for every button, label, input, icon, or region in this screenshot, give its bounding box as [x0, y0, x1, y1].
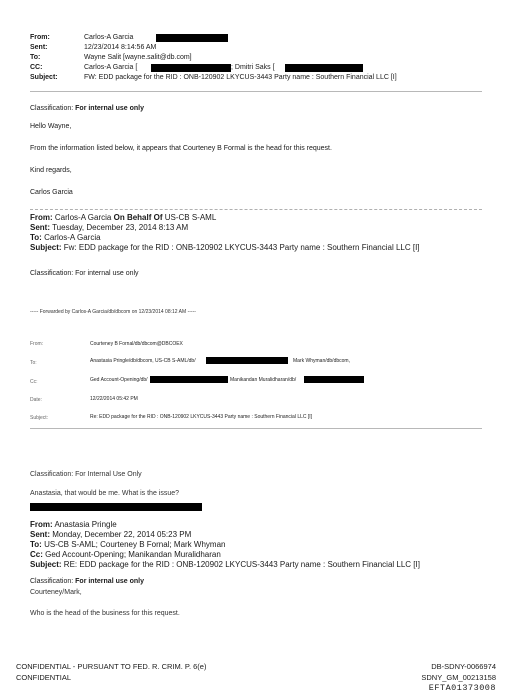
sent-label: Sent:: [30, 223, 50, 232]
date-value: 12/22/2014 05:42 PM: [90, 396, 138, 402]
bates-number-2: SDNY_GM_00213158: [421, 673, 496, 682]
cc-label: Cc:: [30, 550, 43, 559]
to-value-a: Anastasia Pringle/db/dbcom, US-CB S-AML/db/: [90, 358, 196, 364]
to-value: US-CB S-AML; Courteney B Fornal; Mark Whyman: [44, 540, 226, 549]
subject-line: [30, 560, 420, 569]
classification-value: For internal use only: [75, 578, 144, 585]
to-value: Carlos-A Garcia: [44, 233, 101, 242]
closing: Kind regards,: [30, 167, 72, 174]
sent-value: Tuesday, December 23, 2014 8:13 AM: [52, 223, 189, 232]
subject-value: RE: EDD package for the RID : ONB-120902 LKYCUS-3443 Party name : Southern Financial LLC [I]: [63, 560, 420, 569]
on-behalf-label: On Behalf Of: [113, 213, 163, 222]
body-text: Who is the head of the business for this request.: [30, 610, 180, 617]
cc-value-b: ; Dmitri Saks [: [231, 64, 275, 71]
greeting: Hello Wayne,: [30, 123, 72, 130]
cc-line: [30, 550, 221, 559]
sent-line: [30, 223, 188, 232]
cc-label: Cc:: [30, 379, 38, 385]
divider: [30, 428, 482, 429]
efta-number: EFTA01373008: [428, 683, 496, 693]
divider: [30, 91, 482, 92]
from-label: From:: [30, 520, 53, 529]
cc-value-a: Carlos-A Garcia [: [84, 64, 138, 71]
from-label: From:: [30, 34, 50, 41]
cc-label: CC:: [30, 64, 43, 71]
to-label: To:: [30, 54, 41, 61]
sent-line: [30, 530, 191, 539]
cc-value: Ged Account-Opening; Manikandan Muralidharan: [45, 550, 221, 559]
divider: [30, 209, 482, 210]
subject-label: Subject:: [30, 243, 62, 252]
to-value-b: Mark Whyman/db/dbcom,: [293, 358, 350, 364]
redaction-bar: [285, 64, 363, 72]
body-text: Anastasia, that would be me. What is the issue?: [30, 490, 180, 497]
sent-value: Monday, December 22, 2014 05:23 PM: [52, 530, 192, 539]
from-line: [30, 520, 117, 529]
from-value: Carlos-A Garcia: [84, 34, 134, 41]
classification-prefix: Classification:: [30, 105, 74, 112]
redaction-bar: [151, 64, 231, 72]
redaction-bar: [304, 376, 364, 383]
subject-value: Re: EDD package for the RID : ONB-120902 LKYCUS-3443 Party name : Southern Financial LLC [I]: [90, 414, 313, 420]
from-value: Courteney B Fornal/db/dbcom@DBCOEX: [90, 341, 183, 347]
to-label: To:: [30, 540, 42, 549]
from-label: From:: [30, 213, 53, 222]
signature: Carlos Garcia: [30, 189, 73, 196]
bates-number: DB-SDNY-0066974: [431, 662, 496, 671]
classification-line: Classification: For internal use only: [30, 270, 139, 277]
from-label: From:: [30, 341, 44, 347]
redaction-bar: [30, 503, 202, 511]
sent-label: Sent:: [30, 44, 48, 51]
sent-label: Sent:: [30, 530, 50, 539]
subject-value: FW: EDD package for the RID : ONB-120902 LKYCUS-3443 Party name : Southern Financial LLC [I]: [84, 74, 397, 81]
redaction-bar: [150, 376, 228, 383]
on-behalf-value: US-CB S-AML: [164, 213, 217, 222]
redaction-bar: [206, 357, 288, 364]
cc-value-b: Manikandan Muralidharan/db/: [230, 377, 297, 383]
date-label: Date:: [30, 397, 42, 403]
sent-value: 12/23/2014 8:14:56 AM: [84, 44, 157, 51]
forwarded-line: ----- Forwarded by Carlos-A Garcia/db/dbcom on 12/23/2014 08:12 AM -----: [30, 309, 196, 315]
classification-value: For internal use only: [75, 105, 144, 112]
subject-line: [30, 243, 420, 252]
subject-label: Subject:: [30, 74, 58, 81]
subject-value: Fw: EDD package for the RID : ONB-120902 LKYCUS-3443 Party name : Southern Financial LLC [I]: [63, 243, 420, 252]
from-value: Anastasia Pringle: [54, 520, 117, 529]
classification-line: [30, 105, 144, 112]
confidential-label: CONFIDENTIAL: [16, 673, 72, 682]
greeting: Courteney/Mark,: [30, 589, 82, 596]
from-line: [30, 213, 216, 222]
subject-label: Subject:: [30, 415, 49, 421]
confidential-notice: CONFIDENTIAL - PURSUANT TO FED. R. CRIM. P. 6(e): [16, 662, 207, 671]
subject-label: Subject:: [30, 560, 62, 569]
classification-line: [30, 578, 144, 585]
to-label: To:: [30, 233, 42, 242]
to-line: [30, 233, 101, 242]
classification-prefix: Classification:: [30, 578, 74, 585]
redaction-bar: [156, 34, 228, 42]
from-value: Carlos-A Garcia: [54, 213, 112, 222]
to-label: To:: [30, 360, 37, 366]
classification-line: Classification: For Internal Use Only: [30, 471, 142, 478]
to-value: Wayne Salit [wayne.salit@db.com]: [84, 54, 192, 61]
body-text: From the information listed below, it appears that Courteney B Formal is the head for this request.: [30, 145, 332, 152]
to-line: [30, 540, 225, 549]
cc-value-a: Ged Account-Opening/db/: [90, 377, 148, 383]
